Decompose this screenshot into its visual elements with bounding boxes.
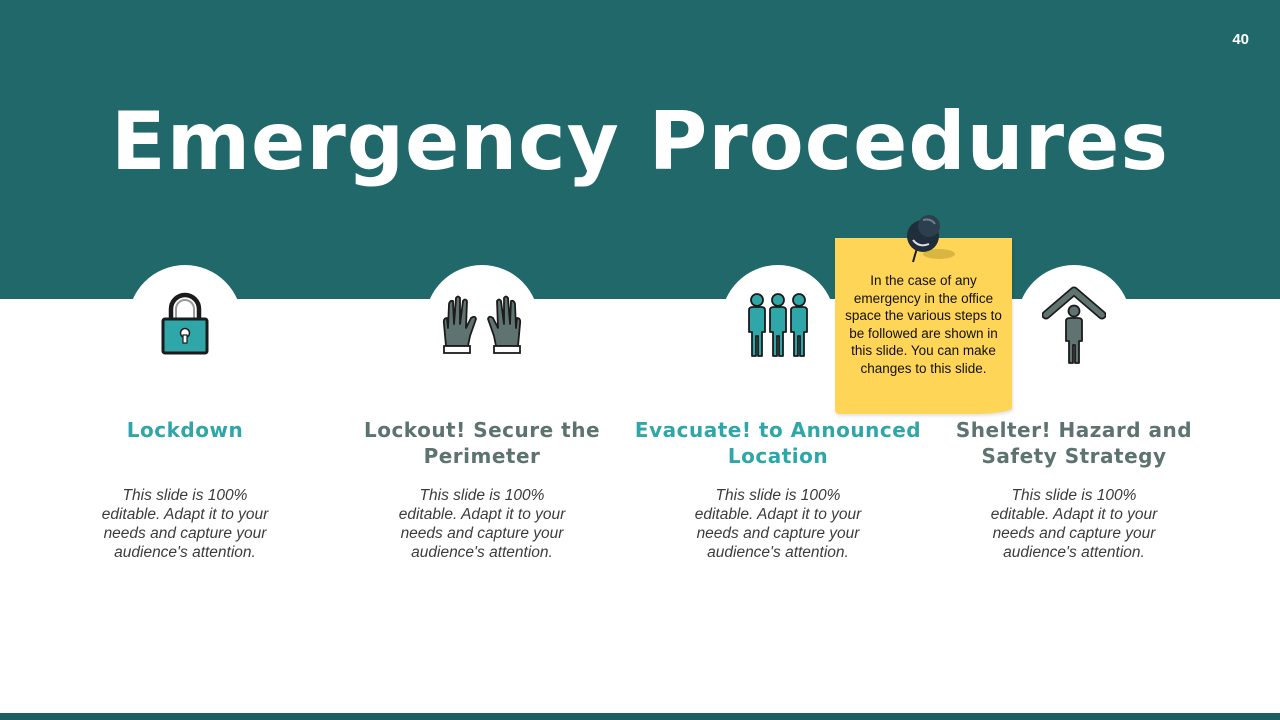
step-description: This slide is 100% editable. Adapt it to your needs and capture your audience's attention.: [398, 487, 566, 561]
person-under-roof-icon: [1042, 285, 1106, 365]
icon-circle: [128, 265, 242, 379]
pushpin-icon: [903, 210, 959, 266]
step-heading: Lockout! Secure the Perimeter: [363, 418, 601, 468]
step-heading: Evacuate! to Announced Location: [634, 418, 922, 468]
footer-band: [0, 713, 1280, 720]
icon-circle: [425, 265, 539, 379]
padlock-icon: [159, 289, 211, 357]
sticky-note-text: In the case of any emergency in the office space the various steps to be followed are shown in this slide. You can make changes to this slide.: [845, 273, 1002, 376]
step-description: This slide is 100% editable. Adapt it to your needs and capture your audience's attention.: [101, 487, 269, 561]
raised-hands-icon: [438, 294, 526, 358]
icon-circle: [721, 265, 835, 379]
step-heading: Lockdown: [126, 418, 244, 442]
step-description: This slide is 100% editable. Adapt it to your needs and capture your audience's attention.: [990, 487, 1158, 561]
group-of-people-icon: [745, 292, 811, 358]
icon-circle: [1017, 265, 1131, 379]
slide-number: 40: [1232, 31, 1249, 48]
step-description: This slide is 100% editable. Adapt it to your needs and capture your audience's attention.: [694, 487, 862, 561]
slide-title: Emergency Procedures: [111, 95, 1169, 188]
step-heading: Shelter! Hazard and Safety Strategy: [955, 418, 1193, 468]
